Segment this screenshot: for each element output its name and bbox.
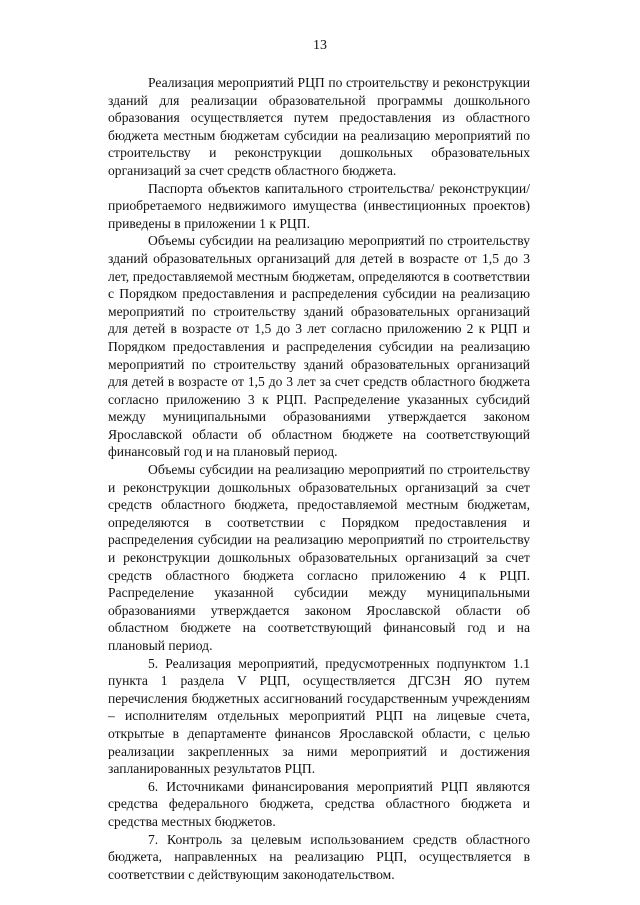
paragraph-subsidy-volumes-nurseries: Объемы субсидии на реализацию мероприятий по строительству зданий образовательных организаций для детей в возрасте от 1,5 до 3 лет, предоставляемой местным бюджетам, определяются в соответствии с Порядком предоставления и распределения субсидии на реализацию мероприятий по строительству зданий образовательных организаций для детей в возрасте от 1,5 до 3 лет согласно приложению 2 к РЦП и Порядком предоставления и распределения субсидии на реализацию мероприятий по строительству зданий образовательных организаций для детей в возрасте от 1,5 до 3 лет за счет средств областного бюджета согласно приложению 3 к РЦП. Распределение указанных субсидий между муниципальными образованиями утверждается законом Ярославской области об областном бюджете на соответствующий финансовый год и на плановый период. — [108, 233, 530, 460]
document-body — [108, 74, 530, 883]
page-number: 13 — [313, 38, 327, 53]
paragraph-item-5: 5. Реализация мероприятий, предусмотренных подпунктом 1.1 пункта 1 раздела V РЦП, осуществляется ДГСЗН ЯО путем перечисления бюджетных ассигнований государственным учреждениям – исполнителям отдельных мероприятий РЦП на лицевые счета, открытые в департаменте финансов Ярославской области, с целью реализации закрепленных за ними мероприятий и достижения запланированных результатов РЦП. — [108, 655, 530, 777]
paragraph-item-7: 7. Контроль за целевым использованием средств областного бюджета, направленных на реализацию РЦП, осуществляется в соответствии с действующим законодательством. — [108, 831, 530, 882]
paragraph-passports: Паспорта объектов капитального строительства/ реконструкции/ приобретаемого недвижимого имущества (инвестиционных проектов) приведены в приложении 1 к РЦП. — [108, 180, 530, 231]
paragraph-construction-subsidy: Реализация мероприятий РЦП по строительству и реконструкции зданий для реализации образовательной программы дошкольного образования осуществляется путем предоставления из областного бюджета местным бюджетам субсидии на реализацию мероприятий по строительству и реконструкции дошкольных образовательных организаций за счет средств областного бюджета. — [108, 75, 530, 178]
paragraph-item-6: 6. Источниками финансирования мероприятий РЦП являются средства федерального бюджета, средства областного бюджета и средства местных бюджетов. — [108, 778, 530, 829]
paragraph-subsidy-volumes-preschool: Объемы субсидии на реализацию мероприятий по строительству и реконструкции дошкольных образовательных организаций за счет средств областного бюджета, предоставляемой местным бюджетам, определяются в соответствии с Порядком предоставления и распределения субсидии на реализацию мероприятий по строительству и реконструкции дошкольных образовательных организаций за счет средств областного бюджета согласно приложению 4 к РЦП. Распределение указанной субсидии между муниципальными образованиями утверждается законом Ярославской области об областном бюджете на соответствующий финансовый год и на плановый период. — [108, 462, 530, 653]
